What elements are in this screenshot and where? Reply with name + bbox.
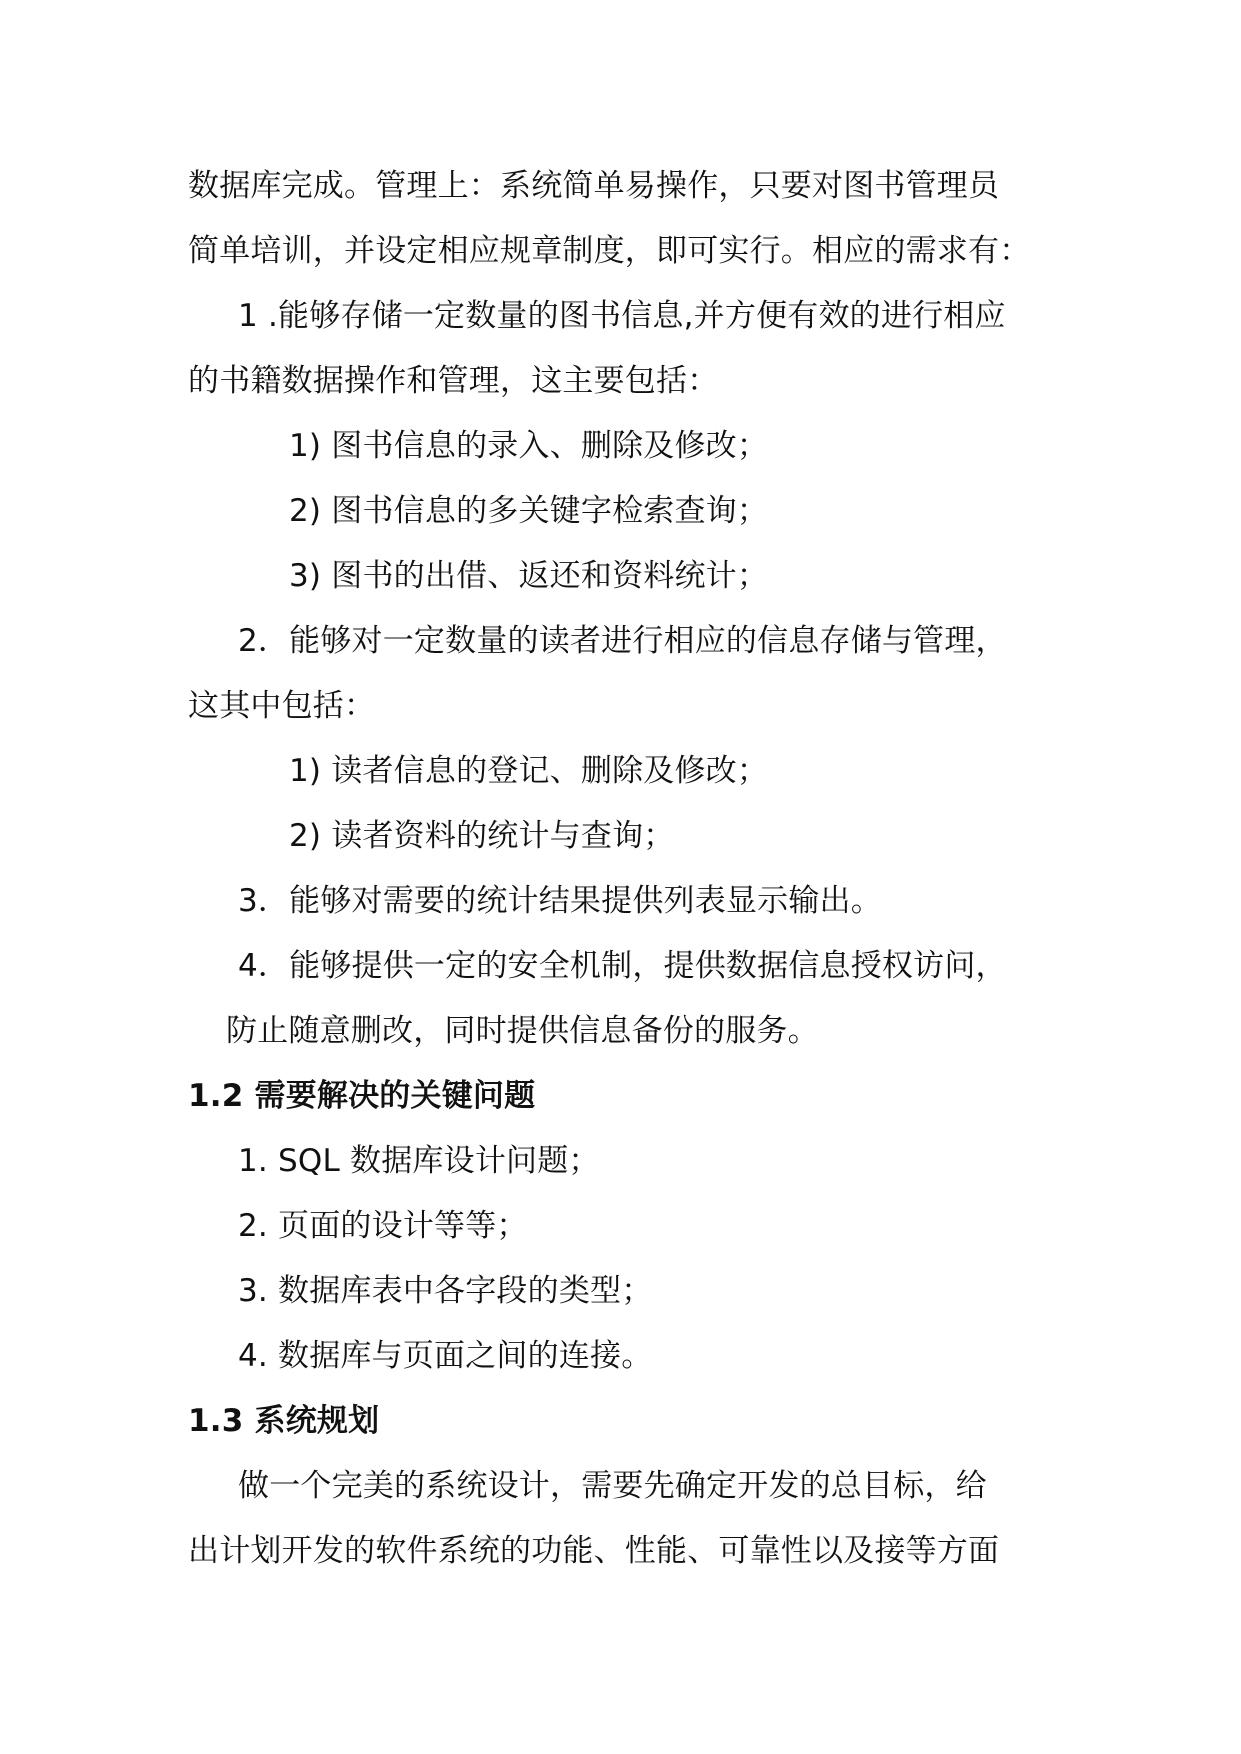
- list-item: 1 .能够存储一定数量的图书信息,并方便有效的进行相应: [238, 298, 1006, 334]
- section-heading: 1.3 系统规划: [188, 1403, 380, 1439]
- list-item: 3. 数据库表中各字段的类型；: [238, 1273, 653, 1309]
- sub-list-item: 1) 读者信息的登记、删除及修改；: [289, 753, 769, 789]
- list-item: 4．能够提供一定的安全机制，提供数据信息授权访问，: [238, 948, 1007, 984]
- paragraph-line: 出计划开发的软件系统的功能、性能、可靠性以及接等方面: [188, 1533, 1000, 1569]
- paragraph-line: 的书籍数据操作和管理，这主要包括：: [188, 363, 719, 399]
- list-item: 2．能够对一定数量的读者进行相应的信息存储与管理，: [238, 623, 1007, 659]
- list-item: 4. 数据库与页面之间的连接。: [238, 1338, 653, 1374]
- sub-list-item: 3) 图书的出借、返还和资料统计；: [289, 558, 769, 594]
- sub-list-item: 2) 读者资料的统计与查询；: [289, 818, 675, 854]
- paragraph-line: 简单培训，并设定相应规章制度，即可实行。相应的需求有：: [188, 233, 1031, 269]
- paragraph-line: 防止随意删改，同时提供信息备份的服务。: [226, 1013, 819, 1049]
- sub-list-item: 2) 图书信息的多关键字检索查询；: [289, 493, 769, 529]
- list-item: 1. SQL 数据库设计问题；: [238, 1143, 600, 1179]
- list-item: 2. 页面的设计等等；: [238, 1208, 528, 1244]
- paragraph-line: 这其中包括：: [188, 688, 376, 724]
- paragraph-line: 数据库完成。管理上：系统简单易操作，只要对图书管理员: [188, 168, 1000, 204]
- sub-list-item: 1) 图书信息的录入、删除及修改；: [289, 428, 769, 464]
- list-item: 3．能够对需要的统计结果提供列表显示输出。: [238, 883, 882, 919]
- section-heading: 1.2 需要解决的关键问题: [188, 1078, 536, 1114]
- paragraph-line: 做一个完美的系统设计，需要先确定开发的总目标，给: [238, 1468, 987, 1504]
